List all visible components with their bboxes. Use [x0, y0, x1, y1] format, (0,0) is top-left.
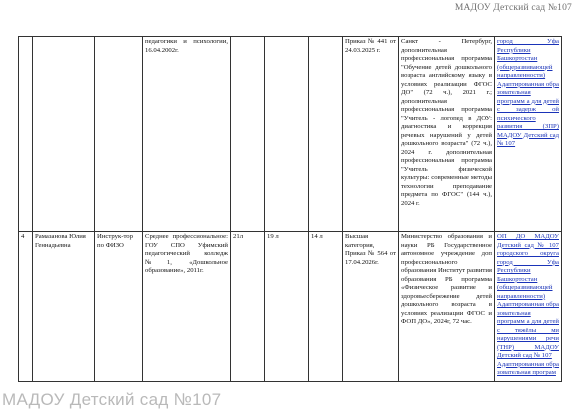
- programs-cell: [495, 232, 562, 382]
- name-cell: Рамазанова Юлия Геннадьевна: [33, 232, 95, 382]
- category-cell: Высшая категория, Приказ № 564 от 17.04.2026г.: [343, 232, 399, 382]
- total-experience-cell: 21л: [231, 232, 265, 382]
- position-cell: Инструк-тор по ФИЗО: [95, 232, 143, 382]
- row-number-cell: 4: [19, 232, 33, 382]
- table-row: [19, 37, 562, 232]
- category-cell: Приказ № 441 от 24.03.2025 г.: [343, 37, 399, 232]
- page-header: МАДОУ Детский сад №107: [454, 3, 572, 13]
- training-cell: Санкт - Петербург, дополнительная профессиональная программа "Обучение детей дошкольного возраста английскому языку в условиях реализации ФГОС ДО" (72 ч.), 2021 г.; дополнительная профессиональная программа "Учитель - логопед в ДОУ: диагностика и коррекция речевых нарушений у детей дошкольного возраста" (72 ч.), 2024 г. дополнительная профессиональная программа "Учитель физической культуры: современные методы технологии преподавание предмета по ФГОС" (144 ч.), 2024 г.: [399, 37, 495, 232]
- education-cell: Среднее профессиональное: ГОУ СПО Уфимский педагогический колледж №1, «Дошкольное образование», 2011г.: [143, 232, 231, 382]
- program-link[interactable]: город Уфа Республики Башкортостан (общеразвивающей направленности): [497, 38, 559, 79]
- row-number-cell: [19, 37, 33, 232]
- program-link[interactable]: ОП ДО МАДОУ Детский сад № 107 городского округа город Уфа Республики Башкортостан (общеразвивающей направленности): [497, 233, 559, 300]
- position-experience-cell: 14 л: [309, 232, 343, 382]
- programs-cell: [495, 37, 562, 232]
- program-link[interactable]: Адаптированная обра зовательная програм: [497, 360, 559, 376]
- program-link[interactable]: Адаптированная обра зовательная программ а для детей с задерж ой психического развития (ЗПР) МАДОУ Детский сад № 107: [497, 80, 559, 147]
- name-cell: [33, 37, 95, 232]
- watermark: МАДОУ Детский сад №107: [2, 390, 222, 409]
- education-cell: педагогики и психологии, 16.04.2002г.: [143, 37, 231, 232]
- position-experience-cell: [309, 37, 343, 232]
- pedagogical-experience-cell: 19 л: [265, 232, 309, 382]
- pedagogical-experience-cell: [265, 37, 309, 232]
- staff-table: [18, 36, 562, 382]
- program-link[interactable]: Адаптированная обра зовательная программ а для детей с тяжёлы ми нарушениями речи (ТНР) МАДОУ Детский сад № 107: [497, 301, 559, 359]
- position-cell: [95, 37, 143, 232]
- training-cell: Министерство образования и науки РБ Государственное автономное учреждение доп профессионального образования Институт развития образования РБ программа «Физическое развитие и здоровьесбережение детей дошкольного возраста в условиях реализации ФГОС и ФОП ДО», 2024г, 72 час.: [399, 232, 495, 382]
- table-row: [19, 232, 562, 382]
- total-experience-cell: [231, 37, 265, 232]
